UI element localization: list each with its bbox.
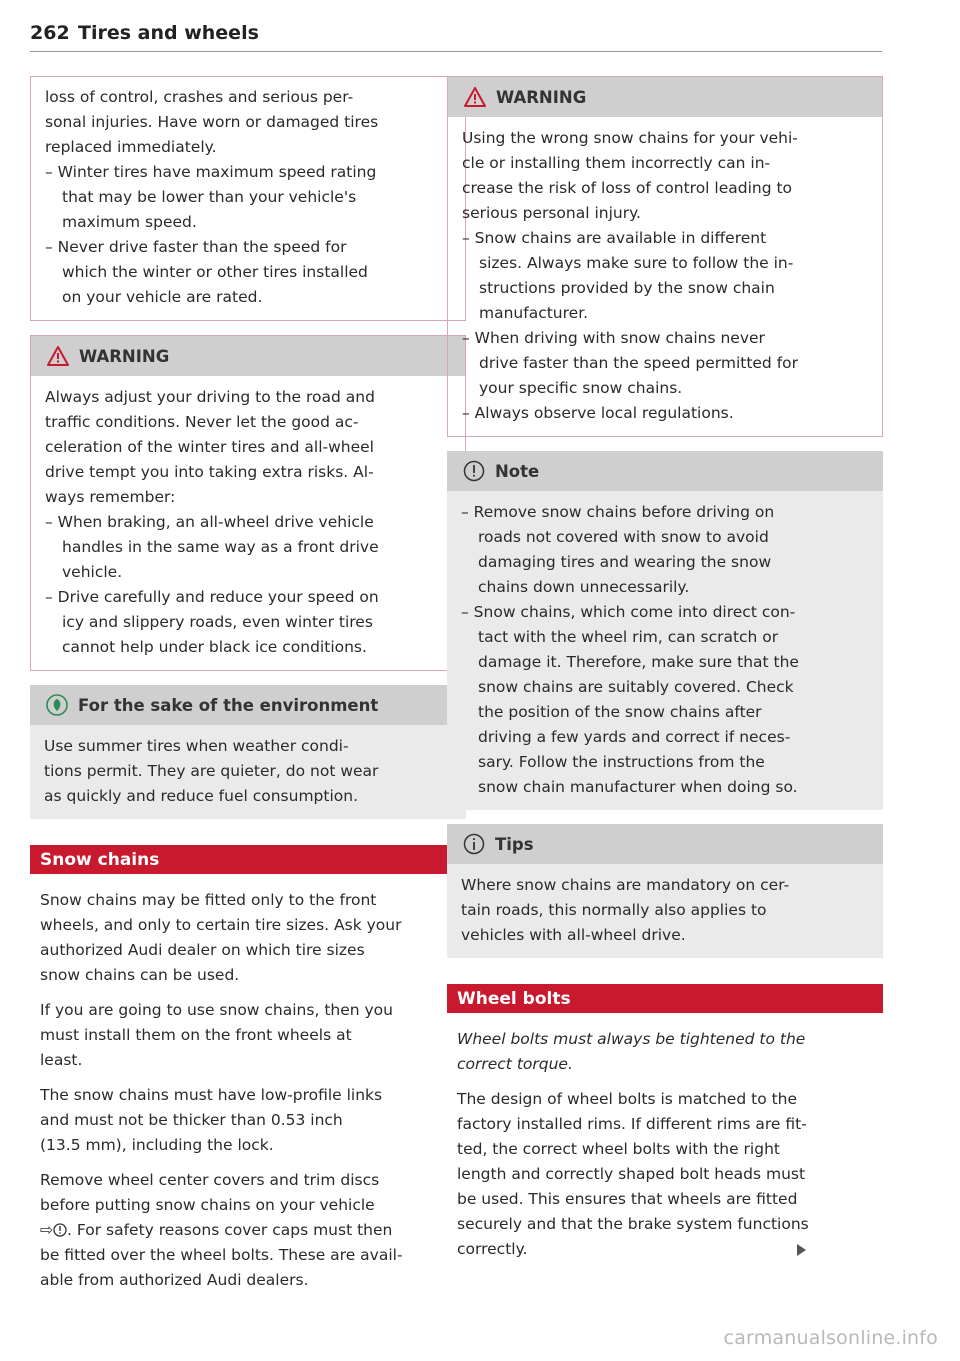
- text-line: – Drive carefully and reduce your speed on: [45, 588, 379, 606]
- text-line: damaging tires and wearing the snow: [478, 553, 772, 571]
- text-line: and must not be thicker than 0.53 inch: [40, 1111, 343, 1129]
- text-line: ways remember:: [45, 488, 176, 506]
- note-title: Note: [495, 461, 540, 481]
- text-line: must install them on the front wheels at: [40, 1026, 352, 1044]
- text-line: drive tempt you into taking extra risks. Al-: [45, 463, 374, 481]
- tips-header: [447, 824, 883, 864]
- page-number: 262: [30, 22, 70, 44]
- text-line: The design of wheel bolts is matched to the: [457, 1090, 798, 1108]
- text-line: tions permit. They are quieter, do not wear: [44, 762, 379, 780]
- text-line: least.: [40, 1051, 83, 1069]
- text-line: Where snow chains are mandatory on cer-: [461, 876, 790, 894]
- environment-body: [30, 725, 466, 819]
- info-icon: [463, 833, 485, 855]
- text-line: Wheel bolts must always be tightened to the: [457, 1030, 806, 1048]
- section-title-wheel-bolts: Wheel bolts: [447, 984, 883, 1013]
- text-line: vehicles with all-wheel drive.: [461, 926, 686, 944]
- list-item: [462, 401, 868, 426]
- continue-arrow-icon: [797, 1244, 806, 1256]
- environment-title: For the sake of the environment: [78, 695, 379, 715]
- list-item: [45, 160, 451, 235]
- text-line: manufacturer.: [479, 304, 589, 322]
- text-line: structions provided by the snow chain: [479, 279, 775, 297]
- text-line: Remove wheel center covers and trim discs: [40, 1171, 380, 1189]
- text-line: – When braking, an all-wheel drive vehicle: [45, 513, 374, 531]
- text-line: your specific snow chains.: [479, 379, 683, 397]
- text-line: serious personal injury.: [462, 204, 641, 222]
- warning-box-driving: [30, 335, 466, 671]
- text-fragment: . For safety reasons cover caps must then: [67, 1221, 393, 1239]
- environment-header: [30, 685, 466, 725]
- text-line: securely and that the brake system functions: [457, 1215, 809, 1233]
- text-line: – Winter tires have maximum speed rating: [45, 163, 377, 181]
- section-intro: [457, 1027, 877, 1077]
- text-line: tact with the wheel rim, can scratch or: [478, 628, 779, 646]
- list-item: [45, 585, 451, 660]
- text-line: ted, the correct wheel bolts with the right: [457, 1140, 780, 1158]
- text-line: which the winter or other tires installed: [62, 263, 368, 281]
- warning-body: [448, 117, 882, 436]
- text-line: able from authorized Audi dealers.: [40, 1271, 309, 1289]
- list-item: [462, 326, 868, 401]
- text-line: traffic conditions. Never let the good ac-: [45, 413, 359, 431]
- text-line: – Snow chains are available in different: [462, 229, 767, 247]
- text-line: snow chain manufacturer when doing so.: [478, 778, 798, 796]
- text-line: before putting snow chains on your vehicle: [40, 1196, 375, 1214]
- text-line: – Always observe local regulations.: [462, 404, 734, 422]
- text-line: as quickly and reduce fuel consumption.: [44, 787, 359, 805]
- watermark: carmanualsonline.info: [723, 1327, 938, 1349]
- text-line: length and correctly shaped bolt heads must: [457, 1165, 806, 1183]
- warning-continuation-body: [31, 77, 465, 320]
- warning-header: [448, 77, 882, 117]
- text-line: cle or installing them incorrectly can in-: [462, 154, 771, 172]
- text-line: The snow chains must have low-profile links: [40, 1086, 383, 1104]
- warning-body: [31, 376, 465, 670]
- warning-title: WARNING: [496, 87, 587, 107]
- text-line: sonal injuries. Have worn or damaged tires: [45, 113, 379, 131]
- environment-box: [30, 685, 466, 819]
- header-divider: [30, 51, 882, 52]
- note-exclamation-icon: [463, 460, 485, 482]
- text-line: tain roads, this normally also applies to: [461, 901, 767, 919]
- text-line: – Never drive faster than the speed for: [45, 238, 347, 256]
- tips-body: [447, 864, 883, 958]
- section-title-snow-chains: Snow chains: [30, 845, 466, 874]
- text-line: Using the wrong snow chains for your vehi-: [462, 129, 798, 147]
- note-box: [447, 451, 883, 810]
- warning-triangle-icon: [47, 345, 69, 367]
- warning-header: [31, 336, 465, 376]
- text-line: damage it. Therefore, make sure that the: [478, 653, 799, 671]
- warning-title: WARNING: [79, 346, 170, 366]
- text-line: – Snow chains, which come into direct con-: [461, 603, 796, 621]
- paragraph: [40, 1083, 460, 1158]
- text-line: drive faster than the speed permitted for: [479, 354, 799, 372]
- text-line: authorized Audi dealer on which tire sizes: [40, 941, 365, 959]
- reference-arrow: ⇨: [40, 1221, 53, 1239]
- right-column: [447, 76, 883, 1272]
- text-line: sary. Follow the instructions from the: [478, 753, 765, 771]
- text-line: driving a few yards and correct if neces-: [478, 728, 791, 746]
- paragraph: [457, 1087, 877, 1262]
- note-body: [447, 491, 883, 810]
- text-line: – Remove snow chains before driving on: [461, 503, 775, 521]
- text-line: correct torque.: [457, 1055, 573, 1073]
- text-line: sizes. Always make sure to follow the in-: [479, 254, 794, 272]
- left-column: [30, 76, 466, 1303]
- text-fragment: correctly.: [457, 1240, 528, 1258]
- text-line: maximum speed.: [62, 213, 197, 231]
- text-line: snow chains are suitably covered. Check: [478, 678, 794, 696]
- tips-box: [447, 824, 883, 958]
- text-line: replaced immediately.: [45, 138, 217, 156]
- text-line: icy and slippery roads, even winter tires: [62, 613, 373, 631]
- caution-circle-icon: [53, 1223, 67, 1237]
- list-item: [462, 226, 868, 326]
- warning-triangle-icon: [464, 86, 486, 108]
- text-line: Snow chains may be fitted only to the front: [40, 891, 377, 909]
- cross-reference-link[interactable]: [40, 1221, 67, 1239]
- text-line: wheels, and only to certain tire sizes. Ask your: [40, 916, 402, 934]
- tips-title: Tips: [495, 834, 534, 854]
- text-line: handles in the same way as a front drive: [62, 538, 379, 556]
- text-line: loss of control, crashes and serious per-: [45, 88, 354, 106]
- text-line: – When driving with snow chains never: [462, 329, 765, 347]
- environment-leaf-icon: [46, 694, 68, 716]
- text-line: vehicle.: [62, 563, 123, 581]
- warning-continuation-box: [30, 76, 466, 321]
- text-line: (13.5 mm), including the lock.: [40, 1136, 274, 1154]
- text-line-last: [457, 1237, 877, 1262]
- chapter-title: Tires and wheels: [78, 22, 259, 44]
- text-line: factory installed rims. If different rims are fit-: [457, 1115, 807, 1133]
- text-line: roads not covered with snow to avoid: [478, 528, 769, 546]
- list-item: [461, 600, 869, 800]
- text-line: Use summer tires when weather condi-: [44, 737, 349, 755]
- text-line: cannot help under black ice conditions.: [62, 638, 367, 656]
- paragraph: [40, 1168, 460, 1293]
- list-item: [461, 500, 869, 600]
- text-line: Always adjust your driving to the road and: [45, 388, 375, 406]
- text-line: that may be lower than your vehicle's: [62, 188, 357, 206]
- paragraph: [40, 998, 460, 1073]
- note-header: [447, 451, 883, 491]
- text-line-with-reference: [40, 1218, 460, 1243]
- text-line: be fitted over the wheel bolts. These are avail-: [40, 1246, 403, 1264]
- text-line: celeration of the winter tires and all-wheel: [45, 438, 374, 456]
- text-line: chains down unnecessarily.: [478, 578, 690, 596]
- text-line: be used. This ensures that wheels are fitted: [457, 1190, 798, 1208]
- paragraph: [40, 888, 460, 988]
- text-line: crease the risk of loss of control leading to: [462, 179, 793, 197]
- warning-box-snow-chains: [447, 76, 883, 437]
- text-line: If you are going to use snow chains, then you: [40, 1001, 393, 1019]
- text-line: the position of the snow chains after: [478, 703, 762, 721]
- text-line: on your vehicle are rated.: [62, 288, 263, 306]
- list-item: [45, 510, 451, 585]
- list-item: [45, 235, 451, 310]
- text-line: snow chains can be used.: [40, 966, 240, 984]
- page-header: [30, 22, 882, 52]
